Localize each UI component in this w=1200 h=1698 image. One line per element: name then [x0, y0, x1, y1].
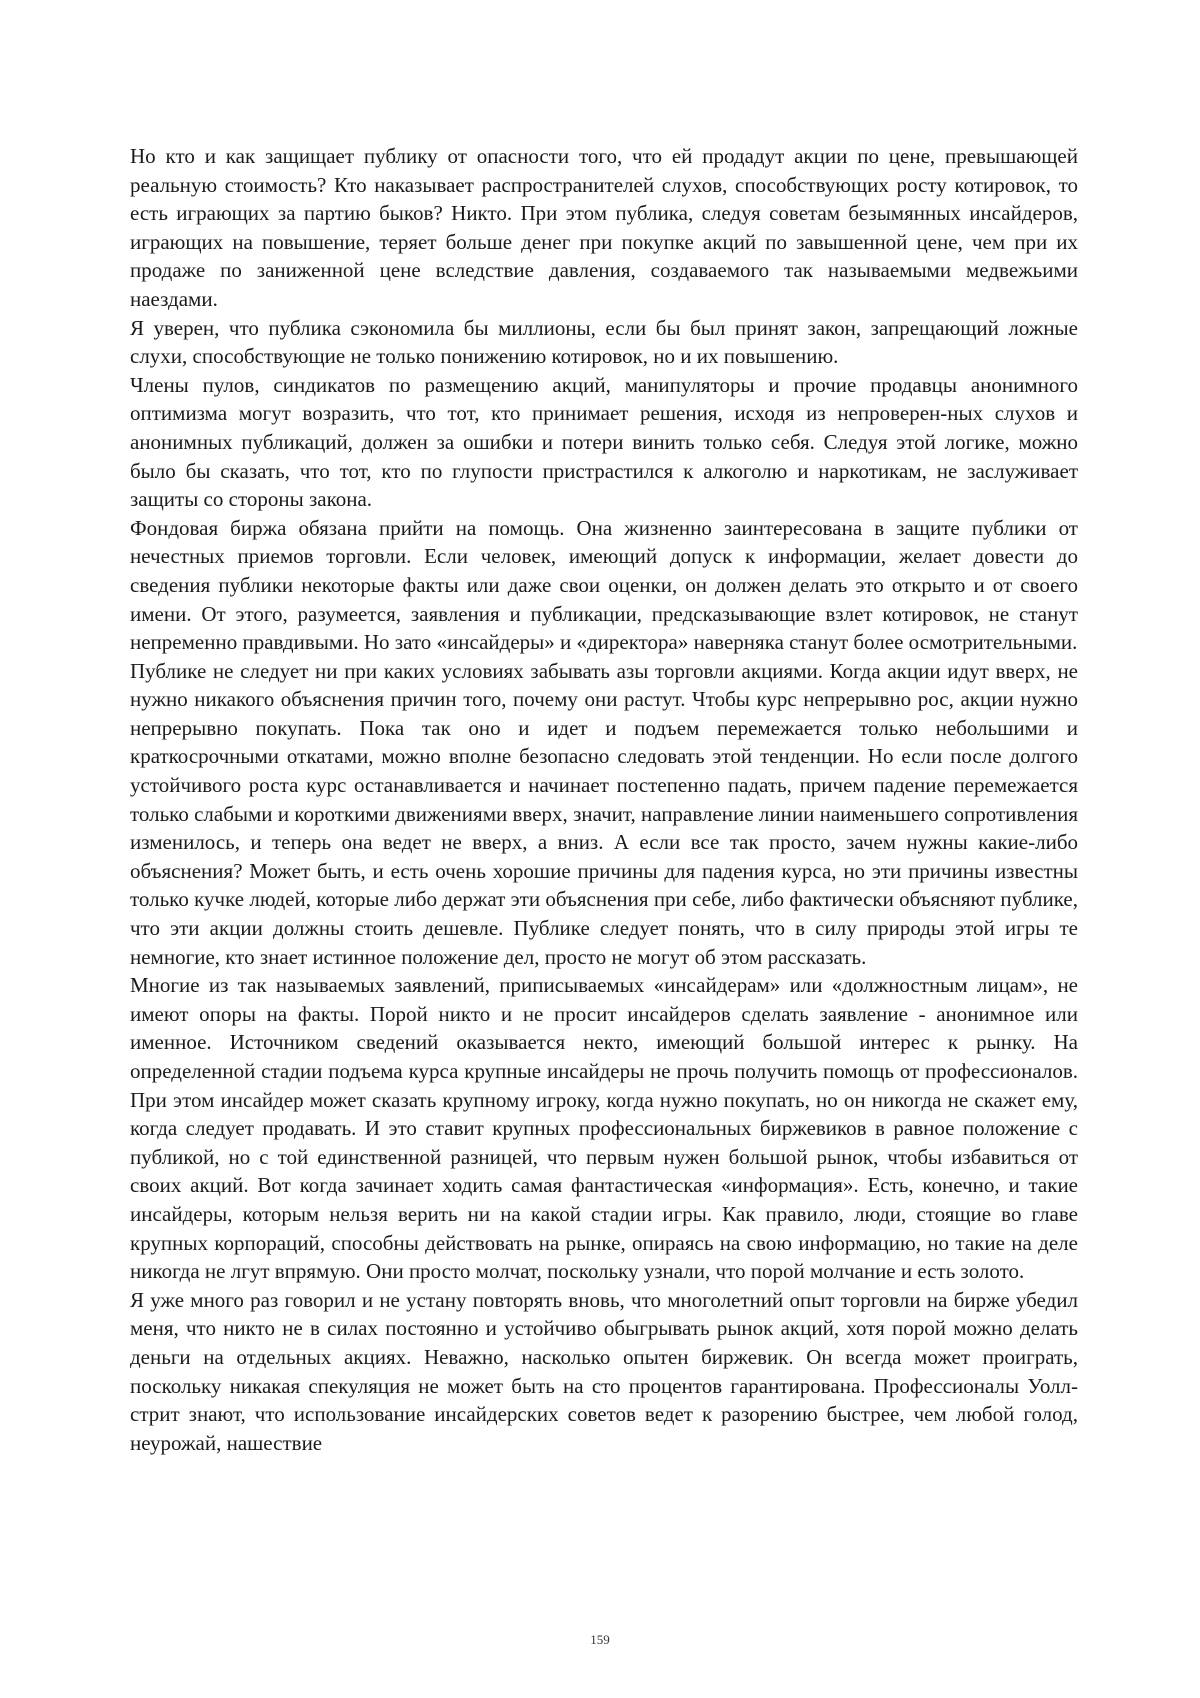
paragraph: Члены пулов, синдикатов по размещению акций, манипуляторы и прочие продавцы анонимного оптимизма могут возразить, что тот, кто принимает решения, исходя из непроверен-ных слухов и анонимных публикаций, должен за ошибки и потери винить только себя. Следуя этой логике, можно было бы сказать, что тот, кто по глупости пристрастился к алкоголю и наркотикам, не заслуживает защиты со стороны закона.: [130, 372, 1078, 512]
body-text: [130, 142, 1078, 1457]
paragraph: Публике не следует ни при каких условиях забывать азы торговли акциями. Когда акции идут вверх, не нужно никакого объяснения причин того, почему они растут. Чтобы курс непрерывно рос, акции нужно непрерывно покупать. Пока так оно и идет и подъем перемежается только небольшими и краткосрочными откатами, можно вполне безопасно следовать этой тенденции. Но если после долгого устойчивого роста курс останавливается и начинает постепенно падать, причем падение перемежается только слабыми и короткими движениями вверх, значит, направление линии наименьшего сопротивления изменилось, и теперь она ведет не вверх, а вниз. А если все так просто, зачем нужны какие-либо объяснения? Может быть, и есть очень хорошие причины для падения курса, но эти причины известны только кучке людей, которые либо держат эти объяснения при себе, либо фактически объясняют публике, что эти акции должны стоить дешевле. Публике следует понять, что в силу природы этой игры те немногие, кто знает истинное положение дел, просто не могут об этом рассказать.: [130, 658, 1078, 969]
paragraph: Я уверен, что публика сэкономила бы миллионы, если бы был принят закон, запрещающий ложные слухи, способствующие не только понижению котировок, но и их повышению.: [130, 315, 1078, 369]
paragraph: Но кто и как защищает публику от опасности того, что ей продадут акции по цене, превышающей реальную стоимость? Кто наказывает распространителей слухов, способствующих росту котировок, то есть играющих за партию быков? Никто. При этом публика, следуя советам безымянных инсайдеров, играющих на повышение, теряет больше денег при покупке акций по завышенной цене, чем при их продаже по заниженной цене вследствие давления, создаваемого так называемыми медвежьими наездами.: [130, 144, 1078, 311]
paragraph: Многие из так называемых заявлений, приписываемых «инсайдерам» или «должностным лицам», не имеют опоры на факты. Порой никто и не просит инсайдеров сделать заявление - анонимное или именное. Источником сведений оказывается некто, имеющий большой интерес к рынку. На определенной стадии подъема курса крупные инсайдеры не прочь получить помощь от профессионалов. При этом инсайдер может сказать крупному игроку, когда нужно покупать, но он никогда не скажет ему, когда следует продавать. И это ставит крупных профессиональных биржевиков в равное положение с публикой, но с той единственной разницей, что первым нужен большой рынок, чтобы избавиться от своих акций. Вот когда зачинает ходить самая фантастическая «информация». Есть, конечно, и такие инсайдеры, которым нельзя верить ни на какой стадии игры. Как правило, люди, стоящие во главе крупных корпораций, способны действовать на рынке, опираясь на свою информацию, но такие на деле никогда не лгут впрямую. Они просто молчат, поскольку узнали, что порой молчание и есть золото.: [130, 973, 1078, 1284]
paragraph: Я уже много раз говорил и не устану повторять вновь, что многолетний опыт торговли на бирже убедил меня, что никто не в силах постоянно и устойчиво обыгрывать рынок акций, хотя порой можно делать деньги на отдельных акциях. Неважно, насколько опытен биржевик. Он всегда может проиграть, поскольку никакая спекуляция не может быть на сто процентов гарантирована. Профессионалы Уолл-стрит знают, что использование инсайдерских советов ведет к разорению быстрее, чем любой голод, неурожай, нашествие: [130, 1287, 1078, 1455]
paragraph: Фондовая биржа обязана прийти на помощь. Она жизненно заинтересована в защите публики от нечестных приемов торговли. Если человек, имеющий допуск к информации, желает довести до сведения публики некоторые факты или даже свои оценки, он должен делать это открыто и от своего имени. От этого, разумеется, заявления и публикации, предсказывающие взлет котировок, не станут непременно правдивыми. Но зато «инсайдеры» и «директора» наверняка станут более осмотрительными.: [130, 515, 1078, 655]
page-number: 159: [590, 1632, 610, 1647]
